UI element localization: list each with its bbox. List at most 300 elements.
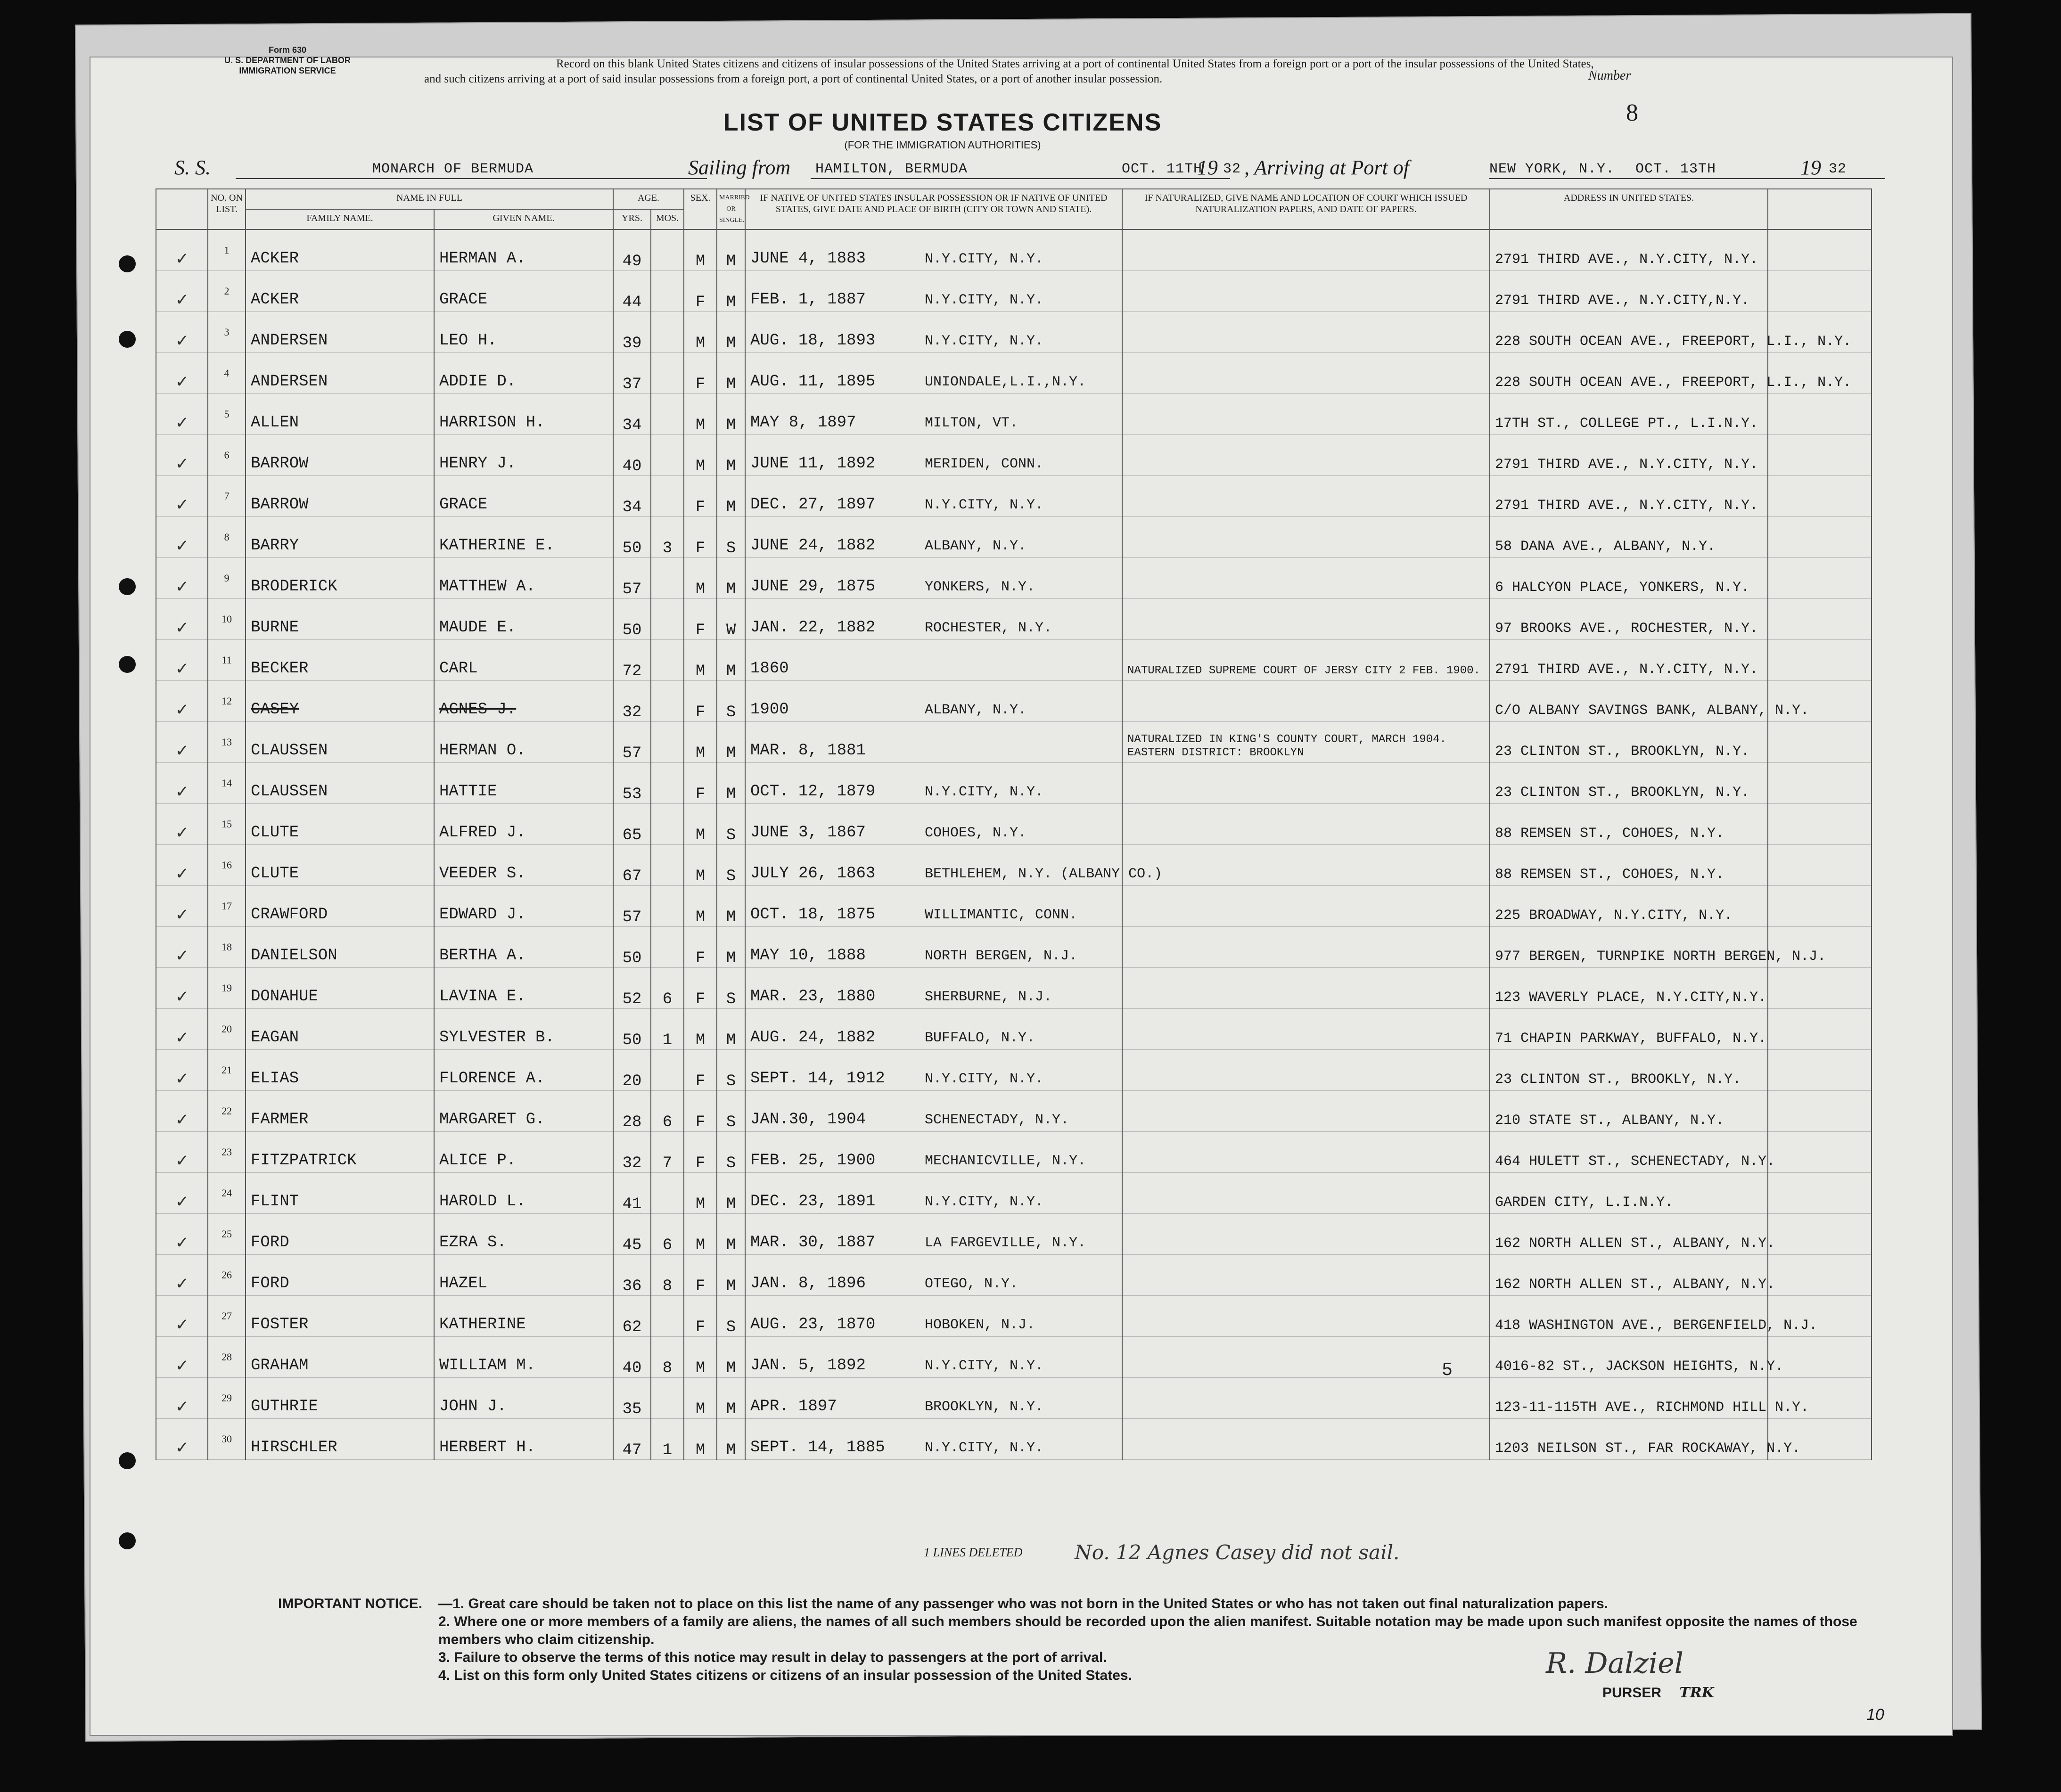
- sex: M: [684, 640, 717, 681]
- naturalization-info: [1122, 476, 1490, 517]
- margin: [1768, 435, 1872, 476]
- years-header: YRS.: [613, 209, 651, 229]
- age-months: [651, 886, 684, 927]
- marital-status: M: [717, 1214, 745, 1255]
- marital-status: M: [717, 1009, 745, 1050]
- initials: TRK: [1679, 1685, 1714, 1701]
- naturalization-info: [1122, 435, 1490, 476]
- address: 1203 NEILSON ST., FAR ROCKAWAY, N.Y.: [1490, 1419, 1768, 1460]
- address: 162 NORTH ALLEN ST., ALBANY, N.Y.: [1490, 1255, 1768, 1296]
- table-row: [156, 435, 1872, 476]
- family-name: CASEY: [246, 681, 434, 722]
- age-years: 36: [613, 1255, 651, 1296]
- age-years: 32: [613, 1132, 651, 1173]
- age-years: 45: [613, 1214, 651, 1255]
- given-name: LAVINA E.: [434, 968, 613, 1009]
- stray-number: 5: [1442, 1359, 1453, 1379]
- birth-date: JAN. 22, 1882: [750, 619, 876, 637]
- given-name: FLORENCE A.: [434, 1050, 613, 1091]
- birth-date: JUNE 24, 1882: [750, 537, 876, 555]
- row-number: 20: [208, 1009, 246, 1050]
- birth-place: SCHENECTADY, N.Y.: [925, 1112, 1069, 1128]
- marital-status: W: [717, 599, 745, 640]
- birth-column-header: IF NATIVE OF UNITED STATES INSULAR POSSESSION OR IF NATIVE OF UNITED STATES, GIVE DATE AND PLACE OF BIRTH (CITY OR TOWN AND STATE).: [745, 189, 1122, 229]
- margin: [1768, 845, 1872, 886]
- margin: [1768, 763, 1872, 804]
- birth-place: ALBANY, N.Y.: [925, 538, 1027, 554]
- birth-place: MILTON, VT.: [925, 415, 1018, 431]
- address: C/O ALBANY SAVINGS BANK, ALBANY, N.Y.: [1490, 681, 1768, 722]
- margin: [1768, 1337, 1872, 1378]
- table-row: [156, 845, 1872, 886]
- table-row: [156, 558, 1872, 599]
- sex: M: [684, 312, 717, 353]
- address: 2791 THIRD AVE., N.Y.CITY, N.Y.: [1490, 640, 1768, 681]
- family-name: ELIAS: [246, 1050, 434, 1091]
- check-mark-icon: ✓: [156, 722, 208, 763]
- table-row: [156, 229, 1872, 271]
- birth-place: N.Y.CITY, N.Y.: [925, 251, 1044, 267]
- address: 418 WASHINGTON AVE., BERGENFIELD, N.J.: [1490, 1296, 1768, 1337]
- age-years: 72: [613, 640, 651, 681]
- margin: [1768, 599, 1872, 640]
- sex-column-header: SEX.: [684, 189, 717, 229]
- given-name: JOHN J.: [434, 1378, 613, 1419]
- age-years: 49: [613, 229, 651, 271]
- row-number: 2: [208, 271, 246, 312]
- naturalization-info: [1122, 394, 1490, 435]
- page-title: LIST OF UNITED STATES CITIZENS: [723, 109, 1162, 136]
- birth-date: JUNE 11, 1892: [750, 455, 876, 473]
- birth-info: [745, 1337, 1122, 1378]
- sex: M: [684, 394, 717, 435]
- given-name: ALFRED J.: [434, 804, 613, 845]
- marital-status: S: [717, 1050, 745, 1091]
- row-number: 15: [208, 804, 246, 845]
- address: 4016-82 ST., JACKSON HEIGHTS, N.Y.: [1490, 1337, 1768, 1378]
- sex: F: [684, 599, 717, 640]
- family-name: FARMER: [246, 1091, 434, 1132]
- marital-status: M: [717, 1337, 745, 1378]
- given-name: WILLIAM M.: [434, 1337, 613, 1378]
- family-name: FITZPATRICK: [246, 1132, 434, 1173]
- table-row: [156, 968, 1872, 1009]
- table-row: [156, 1091, 1872, 1132]
- name-column-header: NAME IN FULL: [246, 189, 613, 209]
- sex: F: [684, 517, 717, 558]
- row-number: 10: [208, 599, 246, 640]
- birth-info: [745, 968, 1122, 1009]
- marital-status: S: [717, 681, 745, 722]
- row-number: 19: [208, 968, 246, 1009]
- table-row: [156, 681, 1872, 722]
- notice-item: 3. Failure to observe the terms of this notice may result in delay to passengers at the port of arrival.: [438, 1650, 1107, 1665]
- age-months: [651, 476, 684, 517]
- birth-info: [745, 886, 1122, 927]
- age-years: 44: [613, 271, 651, 312]
- birth-info: [745, 804, 1122, 845]
- family-name: BARROW: [246, 435, 434, 476]
- marital-status: M: [717, 435, 745, 476]
- family-name: FOSTER: [246, 1296, 434, 1337]
- row-number: 27: [208, 1296, 246, 1337]
- birth-info: [745, 394, 1122, 435]
- check-mark-icon: ✓: [156, 558, 208, 599]
- table-row: [156, 271, 1872, 312]
- married-column-header: MARRIED OR SINGLE.: [717, 189, 745, 229]
- naturalization-info: [1122, 1050, 1490, 1091]
- table-row: [156, 640, 1872, 681]
- sex: M: [684, 804, 717, 845]
- given-name: GRACE: [434, 476, 613, 517]
- birth-info: [745, 476, 1122, 517]
- age-months: 8: [651, 1255, 684, 1296]
- row-number: 6: [208, 435, 246, 476]
- birth-place: MERIDEN, CONN.: [925, 456, 1044, 472]
- sex: M: [684, 1337, 717, 1378]
- birth-info: [745, 435, 1122, 476]
- address: 977 BERGEN, TURNPIKE NORTH BERGEN, N.J.: [1490, 927, 1768, 968]
- naturalization-info: [1122, 968, 1490, 1009]
- row-number: 23: [208, 1132, 246, 1173]
- row-number: 25: [208, 1214, 246, 1255]
- age-months: [651, 845, 684, 886]
- address: 464 HULETT ST., SCHENECTADY, N.Y.: [1490, 1132, 1768, 1173]
- naturalization-info: [1122, 312, 1490, 353]
- address-column-header: ADDRESS IN UNITED STATES.: [1490, 189, 1768, 229]
- birth-info: [745, 1132, 1122, 1173]
- birth-date: 1900: [750, 701, 789, 719]
- row-number: 30: [208, 1419, 246, 1460]
- form-number: Form 630: [268, 45, 307, 55]
- marital-status: M: [717, 312, 745, 353]
- check-mark-icon: ✓: [156, 1132, 208, 1173]
- check-mark-icon: ✓: [156, 927, 208, 968]
- check-mark-icon: ✓: [156, 1009, 208, 1050]
- naturalization-info: [1122, 517, 1490, 558]
- birth-date: AUG. 11, 1895: [750, 373, 876, 391]
- check-mark-icon: ✓: [156, 763, 208, 804]
- given-name: AGNES J.: [434, 681, 613, 722]
- birth-place: N.Y.CITY, N.Y.: [925, 333, 1044, 349]
- birth-place: COHOES, N.Y.: [925, 825, 1027, 841]
- margin: [1768, 968, 1872, 1009]
- birth-place: N.Y.CITY, N.Y.: [925, 292, 1044, 308]
- birth-place: N.Y.CITY, N.Y.: [925, 497, 1044, 513]
- address: 228 SOUTH OCEAN AVE., FREEPORT, L.I., N.Y.: [1490, 312, 1768, 353]
- page-number: 10: [1866, 1706, 1884, 1724]
- birth-info: [745, 1091, 1122, 1132]
- notice-lead: IMPORTANT NOTICE.: [278, 1596, 423, 1612]
- birth-info: [745, 599, 1122, 640]
- sex: M: [684, 845, 717, 886]
- birth-info: [745, 312, 1122, 353]
- marital-status: M: [717, 558, 745, 599]
- punch-hole: [119, 1452, 136, 1469]
- age-column-header: AGE.: [613, 189, 684, 209]
- naturalization-info: [1122, 927, 1490, 968]
- family-name-header: FAMILY NAME.: [246, 209, 434, 229]
- marital-status: S: [717, 1296, 745, 1337]
- birth-date: 1860: [750, 660, 789, 678]
- given-name: MAUDE E.: [434, 599, 613, 640]
- given-name: LEO H.: [434, 312, 613, 353]
- marital-status: M: [717, 353, 745, 394]
- check-column-header: [156, 189, 208, 229]
- address: 58 DANA AVE., ALBANY, N.Y.: [1490, 517, 1768, 558]
- age-months: [651, 229, 684, 271]
- row-number: 8: [208, 517, 246, 558]
- table-row: [156, 1337, 1872, 1378]
- passenger-table: [156, 188, 1871, 1460]
- check-mark-icon: ✓: [156, 435, 208, 476]
- marital-status: M: [717, 1419, 745, 1460]
- sex: F: [684, 1132, 717, 1173]
- address: 123-11-115TH AVE., RICHMOND HILL N.Y.: [1490, 1378, 1768, 1419]
- birth-date: JULY 26, 1863: [750, 865, 876, 883]
- birth-info: [745, 640, 1122, 681]
- row-number: 16: [208, 845, 246, 886]
- birth-date: MAY 8, 1897: [750, 414, 856, 432]
- birth-date: JUNE 29, 1875: [750, 578, 876, 596]
- birth-info: [745, 1173, 1122, 1214]
- given-name: CARL: [434, 640, 613, 681]
- age-months: [651, 312, 684, 353]
- punch-hole: [119, 331, 136, 348]
- age-years: 40: [613, 435, 651, 476]
- family-name: DONAHUE: [246, 968, 434, 1009]
- marital-status: M: [717, 886, 745, 927]
- address: 6 HALCYON PLACE, YONKERS, N.Y.: [1490, 558, 1768, 599]
- address: 123 WAVERLY PLACE, N.Y.CITY,N.Y.: [1490, 968, 1768, 1009]
- birth-place: LA FARGEVILLE, N.Y.: [925, 1235, 1086, 1251]
- margin: [1768, 804, 1872, 845]
- table-row: [156, 886, 1872, 927]
- given-name: KATHERINE: [434, 1296, 613, 1337]
- family-name: CLUTE: [246, 845, 434, 886]
- sex: F: [684, 1296, 717, 1337]
- address: 97 BROOKS AVE., ROCHESTER, N.Y.: [1490, 599, 1768, 640]
- family-name: CLAUSSEN: [246, 722, 434, 763]
- months-header: MOS.: [651, 209, 684, 229]
- given-name: HERMAN A.: [434, 229, 613, 271]
- address: 2791 THIRD AVE., N.Y.CITY,N.Y.: [1490, 271, 1768, 312]
- margin: [1768, 1173, 1872, 1214]
- birth-info: [745, 1050, 1122, 1091]
- table-row: [156, 1132, 1872, 1173]
- naturalization-info: [1122, 1419, 1490, 1460]
- family-name: ANDERSEN: [246, 353, 434, 394]
- arrival-year-prefix: 19: [1800, 156, 1821, 179]
- birth-info: [745, 558, 1122, 599]
- marital-status: S: [717, 804, 745, 845]
- sex: F: [684, 968, 717, 1009]
- birth-date: JUNE 4, 1883: [750, 250, 866, 268]
- given-name: VEEDER S.: [434, 845, 613, 886]
- row-number: 1: [208, 229, 246, 271]
- table-row: [156, 763, 1872, 804]
- table-row: [156, 1050, 1872, 1091]
- birth-place: MECHANICVILLE, N.Y.: [925, 1153, 1086, 1169]
- family-name: CRAWFORD: [246, 886, 434, 927]
- form-instructions: Record on this blank United States citizens and citizens of insular possessions of the United States arriving at a port of continental United States from a foreign port or a port of the insular possessions of the United States, and such citizens arriving at a port of said insular possessions from a foreign port, a port of continental United States, or a port of another insular possession.: [424, 57, 1594, 85]
- birth-info: [745, 1009, 1122, 1050]
- address: 23 CLINTON ST., BROOKLYN, N.Y.: [1490, 722, 1768, 763]
- notice-item: —1. Great care should be taken not to place on this list the name of any passenger who was not born in the United States or who has not taken out final naturalization papers.: [438, 1596, 1609, 1612]
- table-row: [156, 353, 1872, 394]
- sex: F: [684, 927, 717, 968]
- margin: [1768, 1091, 1872, 1132]
- address: 23 CLINTON ST., BROOKLY, N.Y.: [1490, 1050, 1768, 1091]
- sex: F: [684, 476, 717, 517]
- naturalization-info: [1122, 1091, 1490, 1132]
- sex: M: [684, 886, 717, 927]
- check-mark-icon: ✓: [156, 1091, 208, 1132]
- birth-date: AUG. 18, 1893: [750, 332, 876, 350]
- purser-signature: R. Dalziel: [1546, 1647, 1683, 1680]
- naturalization-info: [1122, 558, 1490, 599]
- family-name: BECKER: [246, 640, 434, 681]
- age-months: 8: [651, 1337, 684, 1378]
- row-number: 29: [208, 1378, 246, 1419]
- birth-date: SEPT. 14, 1912: [750, 1070, 885, 1088]
- family-name: EAGAN: [246, 1009, 434, 1050]
- margin: [1768, 886, 1872, 927]
- naturalization-info: [1122, 1296, 1490, 1337]
- address: 162 NORTH ALLEN ST., ALBANY, N.Y.: [1490, 1214, 1768, 1255]
- department-name: U. S. DEPARTMENT OF LABOR: [224, 56, 351, 65]
- margin: [1768, 640, 1872, 681]
- marital-status: M: [717, 722, 745, 763]
- address: 88 REMSEN ST., COHOES, N.Y.: [1490, 845, 1768, 886]
- purser-title: [1602, 1685, 1714, 1701]
- age-months: 1: [651, 1009, 684, 1050]
- sex: M: [684, 558, 717, 599]
- punch-hole: [119, 255, 136, 272]
- birth-place: NORTH BERGEN, N.J.: [925, 948, 1078, 964]
- table-row: [156, 1173, 1872, 1214]
- birth-date: MAY 10, 1888: [750, 947, 866, 965]
- page-subtitle: (FOR THE IMMIGRATION AUTHORITIES): [844, 139, 1041, 151]
- ss-label: S. S.: [174, 156, 211, 179]
- sailing-label: Sailing from: [688, 156, 791, 179]
- age-years: 57: [613, 722, 651, 763]
- family-name: GUTHRIE: [246, 1378, 434, 1419]
- birth-info: [745, 845, 1163, 886]
- row-number: 4: [208, 353, 246, 394]
- age-months: [651, 927, 684, 968]
- check-mark-icon: ✓: [156, 599, 208, 640]
- check-mark-icon: ✓: [156, 845, 208, 886]
- sex: M: [684, 1009, 717, 1050]
- sex: F: [684, 1050, 717, 1091]
- age-years: 65: [613, 804, 651, 845]
- age-months: [651, 435, 684, 476]
- marital-status: S: [717, 517, 745, 558]
- age-years: 32: [613, 681, 651, 722]
- birth-info: [745, 229, 1122, 271]
- notice-item: 2. Where one or more members of a family are aliens, the names of all such members should be recorded upon the alien manifest. Suitable notation may be made upon such manifest opposite the names of those members who claim citizenship.: [438, 1614, 1857, 1647]
- birth-date: MAR. 30, 1887: [750, 1234, 876, 1252]
- marital-status: M: [717, 229, 745, 271]
- birth-place: N.Y.CITY, N.Y.: [925, 1071, 1044, 1087]
- row-number: 26: [208, 1255, 246, 1296]
- age-months: 6: [651, 1091, 684, 1132]
- birth-info: [745, 517, 1122, 558]
- birth-place: ALBANY, N.Y.: [925, 702, 1027, 718]
- given-name: ALICE P.: [434, 1132, 613, 1173]
- address: 23 CLINTON ST., BROOKLYN, N.Y.: [1490, 763, 1768, 804]
- marital-status: M: [717, 476, 745, 517]
- age-months: [651, 1050, 684, 1091]
- age-months: [651, 804, 684, 845]
- birth-info: [745, 927, 1122, 968]
- row-number: 14: [208, 763, 246, 804]
- marital-status: M: [717, 763, 745, 804]
- row-number: 9: [208, 558, 246, 599]
- address: 210 STATE ST., ALBANY, N.Y.: [1490, 1091, 1768, 1132]
- marital-status: M: [717, 1173, 745, 1214]
- birth-date: SEPT. 14, 1885: [750, 1439, 885, 1457]
- margin: [1768, 722, 1872, 763]
- ship-name: MONARCH OF BERMUDA: [372, 161, 534, 177]
- sex: F: [684, 1255, 717, 1296]
- age-months: [651, 271, 684, 312]
- birth-info: [745, 1214, 1122, 1255]
- age-years: 50: [613, 517, 651, 558]
- age-months: [651, 640, 684, 681]
- punch-hole: [119, 1532, 136, 1549]
- sex: M: [684, 1214, 717, 1255]
- given-name-header: GIVEN NAME.: [434, 209, 613, 229]
- family-name: FORD: [246, 1255, 434, 1296]
- birth-place: N.Y.CITY, N.Y.: [925, 784, 1044, 800]
- given-name: HATTIE: [434, 763, 613, 804]
- family-name: ANDERSEN: [246, 312, 434, 353]
- birth-date: APR. 1897: [750, 1398, 837, 1416]
- birth-place: BUFFALO, N.Y.: [925, 1030, 1035, 1046]
- check-mark-icon: ✓: [156, 1214, 208, 1255]
- age-years: 35: [613, 1378, 651, 1419]
- naturalization-info: [1122, 1255, 1490, 1296]
- address: 2791 THIRD AVE., N.Y.CITY, N.Y.: [1490, 229, 1768, 271]
- birth-place: N.Y.CITY, N.Y.: [925, 1358, 1044, 1374]
- table-row: [156, 1419, 1872, 1460]
- row-number: 17: [208, 886, 246, 927]
- age-years: 50: [613, 927, 651, 968]
- age-years: 39: [613, 312, 651, 353]
- birth-place: OTEGO, N.Y.: [925, 1276, 1018, 1292]
- check-mark-icon: ✓: [156, 1050, 208, 1091]
- age-months: [651, 599, 684, 640]
- check-mark-icon: ✓: [156, 1419, 208, 1460]
- family-name: CLAUSSEN: [246, 763, 434, 804]
- given-name: MATTHEW A.: [434, 558, 613, 599]
- margin: [1768, 517, 1872, 558]
- birth-date: MAR. 8, 1881: [750, 742, 866, 760]
- given-name: HENRY J.: [434, 435, 613, 476]
- birth-place: YONKERS, N.Y.: [925, 579, 1035, 595]
- birth-info: [745, 271, 1122, 312]
- row-number: 3: [208, 312, 246, 353]
- marital-status: S: [717, 1091, 745, 1132]
- family-name: ALLEN: [246, 394, 434, 435]
- check-mark-icon: ✓: [156, 681, 208, 722]
- family-name: DANIELSON: [246, 927, 434, 968]
- birth-info: [745, 722, 1122, 763]
- age-years: 52: [613, 968, 651, 1009]
- no-column-header: NO. ON LIST.: [208, 189, 246, 229]
